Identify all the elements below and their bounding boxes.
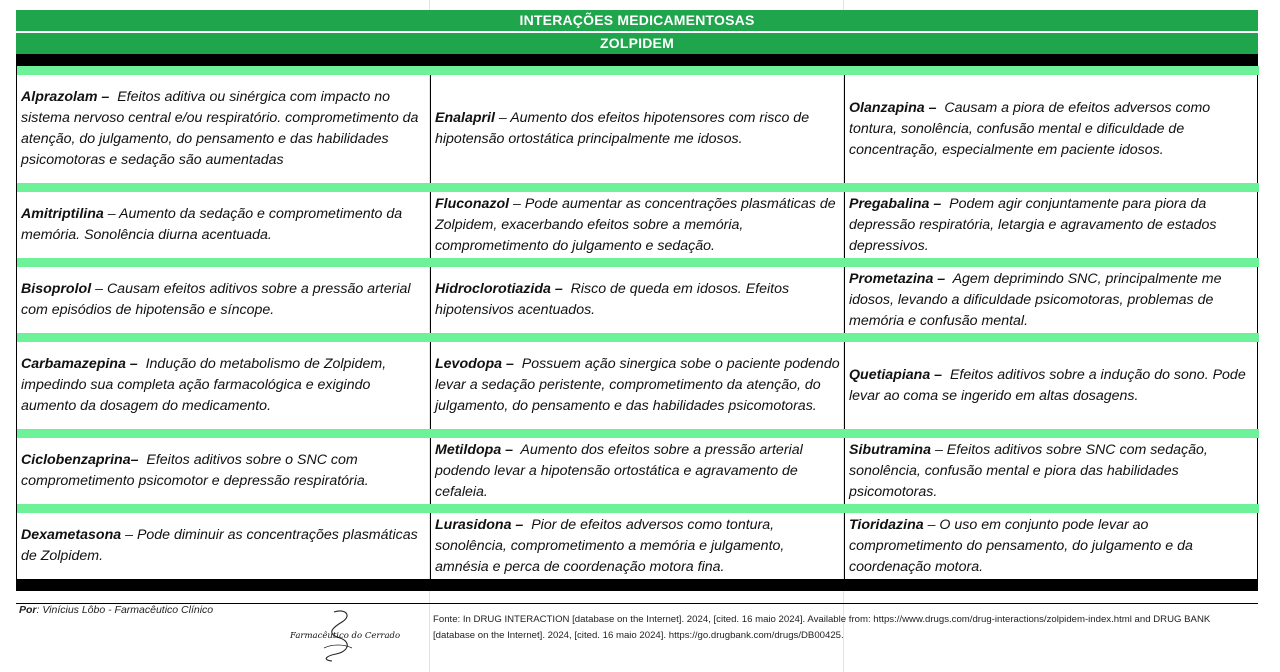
interaction-text: – Pode aumentar as concentrações plasmáticas de Zolpidem, exacerbando efeitos sobre a memória, comprometimento do julgamento e sedação.: [435, 195, 836, 254]
row-stripe: [17, 333, 1259, 342]
interaction-cell: [844, 513, 1259, 579]
row-stripe: [17, 183, 1259, 192]
interaction-cell: [844, 192, 1259, 258]
interaction-cell: [17, 192, 430, 258]
drug-name: Sibutramina: [849, 441, 931, 458]
interaction-cell: [430, 513, 844, 579]
drug-name: Prometazina –: [849, 270, 946, 287]
author-name: : Vinícius Lôbo - Farmacêutico Clínico: [36, 604, 214, 616]
drug-name: Metildopa –: [435, 441, 514, 458]
drug-name: Alprazolam –: [21, 89, 110, 105]
drug-name: Ciclobenzaprina–: [21, 452, 139, 468]
row-stripe: [17, 504, 1259, 513]
interaction-text: Efeitos aditivos sobre a indução do sono. Pode levar ao coma se ingerido em altas dosagens.: [849, 366, 1246, 404]
interaction-cell: [17, 438, 430, 504]
interaction-text: Podem agir conjuntamente para piora da depressão respiratória, letargia e agravamento de estados depressivos.: [849, 195, 1217, 254]
interaction-cell: [17, 513, 430, 579]
drug-name: Fluconazol: [435, 195, 510, 212]
interaction-cell: [844, 438, 1259, 504]
interaction-cell: [430, 75, 844, 183]
source-citation: Fonte: In DRUG INTERACTION [database on the Internet]. 2024, [cited. 16 maio 2024]. Available from: https://www.drugs.com/drug-interactions/zolpidem-index.html and DRUG BANK [database on the Internet]. 2024, [cited. 16 maio 2024]. https://go.drugbank.com/drugs/DB00425.: [433, 614, 1211, 641]
author-credit: [19, 604, 213, 616]
top-black-bar: [16, 54, 1258, 66]
drug-name: Quetiapiana –: [849, 366, 943, 383]
interaction-text: Causam a piora de efeitos adversos como tontura, sonolência, confusão mental e dificuldade de concentração, especialmente em paciente idosos.: [849, 99, 1211, 158]
interaction-text: Efeitos aditivos sobre o SNC com comprometimento psicomotor e depressão respiratória.: [21, 452, 369, 489]
interaction-cell: [430, 192, 844, 258]
interaction-cell: [430, 267, 844, 333]
interaction-cell: [430, 342, 844, 429]
interaction-text: Aumento dos efeitos sobre a pressão arterial podendo levar a hipotensão ortostática e agravamento de cefaleia.: [435, 441, 803, 500]
interaction-cell: [17, 342, 430, 429]
drug-name: Dexametasona: [21, 527, 122, 543]
row-stripe: [17, 258, 1259, 267]
signature-text: Farmacêutico do Cerrado: [290, 631, 401, 641]
interaction-sheet: [16, 10, 1258, 591]
sheet-subtitle: ZOLPIDEM: [16, 33, 1258, 54]
interaction-text: – O uso em conjunto pode levar ao comprometimento do pensamento, do julgamento e da coordenação motora.: [849, 516, 1193, 575]
interaction-cell: [430, 438, 844, 504]
drug-name: Bisoprolol: [21, 281, 92, 297]
interaction-text: Risco de queda em idosos. Efeitos hipotensivos acentuados.: [435, 281, 790, 318]
interaction-cell: [17, 267, 430, 333]
interaction-text: Pior de efeitos adversos como tontura, sonolência, comprometimento a memória e julgamento, amnésia e perca de coordenação motora fina.: [435, 516, 785, 575]
drug-name: Carbamazepina –: [21, 356, 138, 372]
interaction-text: – Aumento da sedação e comprometimento da memória. Sonolência diurna acentuada.: [21, 206, 403, 243]
bottom-black-bar: [16, 579, 1258, 591]
interaction-text: Efeitos aditiva ou sinérgica com impacto no sistema nervoso central e/ou respiratório. comprometimento da atenção, do julgamento, do pensamento e das habilidades psicomotoras e sedação são aumentadas: [21, 89, 419, 168]
drug-name: Olanzapina –: [849, 99, 937, 116]
interaction-table: [16, 66, 1258, 579]
interaction-text: – Pode diminuir as concentrações plasmáticas de Zolpidem.: [21, 527, 418, 564]
drug-name: Hidroclorotiazida –: [435, 281, 563, 297]
drug-name: Lurasidona –: [435, 516, 524, 533]
interaction-cell: [17, 75, 430, 183]
interaction-cell: [844, 342, 1259, 429]
drug-name: Amitriptilina: [21, 206, 104, 222]
drug-name: Pregabalina –: [849, 195, 942, 212]
sheet-title: INTERAÇÕES MEDICAMENTOSAS: [16, 10, 1258, 31]
row-stripe: [17, 429, 1259, 438]
interaction-cell: [844, 267, 1259, 333]
drug-name: Tioridazina: [849, 516, 924, 533]
interaction-cell: [844, 75, 1259, 183]
row-stripe: [17, 66, 1259, 75]
drug-name: Levodopa –: [435, 356, 514, 372]
author-label: Por: [19, 604, 37, 616]
interaction-text: Indução do metabolismo de Zolpidem, impedindo sua completa ação farmacológica e exigindo aumento da dosagem do medicamento.: [21, 356, 387, 414]
interaction-text: – Efeitos aditivos sobre SNC com sedação, sonolência, confusão mental e piora das habilidades psicomotoras.: [849, 441, 1208, 500]
interaction-text: – Aumento dos efeitos hipotensores com risco de hipotensão ortostática principalmente me idosos.: [435, 110, 810, 147]
interaction-text: – Causam efeitos aditivos sobre a pressão arterial com episódios de hipotensão e síncope.: [21, 281, 411, 318]
interaction-text: Possuem ação sinergica sobe o paciente podendo levar a sedação peristente, comprometimento da atenção, do julgamento, do pensamento e das habilidades psicomotoras.: [435, 356, 840, 414]
signature-logo: [286, 608, 401, 662]
interaction-text: Agem deprimindo SNC, principalmente me idosos, levando a dificuldade psicomotoras, problemas de memória e confusão mental.: [849, 270, 1222, 329]
drug-name: Enalapril: [435, 110, 495, 126]
